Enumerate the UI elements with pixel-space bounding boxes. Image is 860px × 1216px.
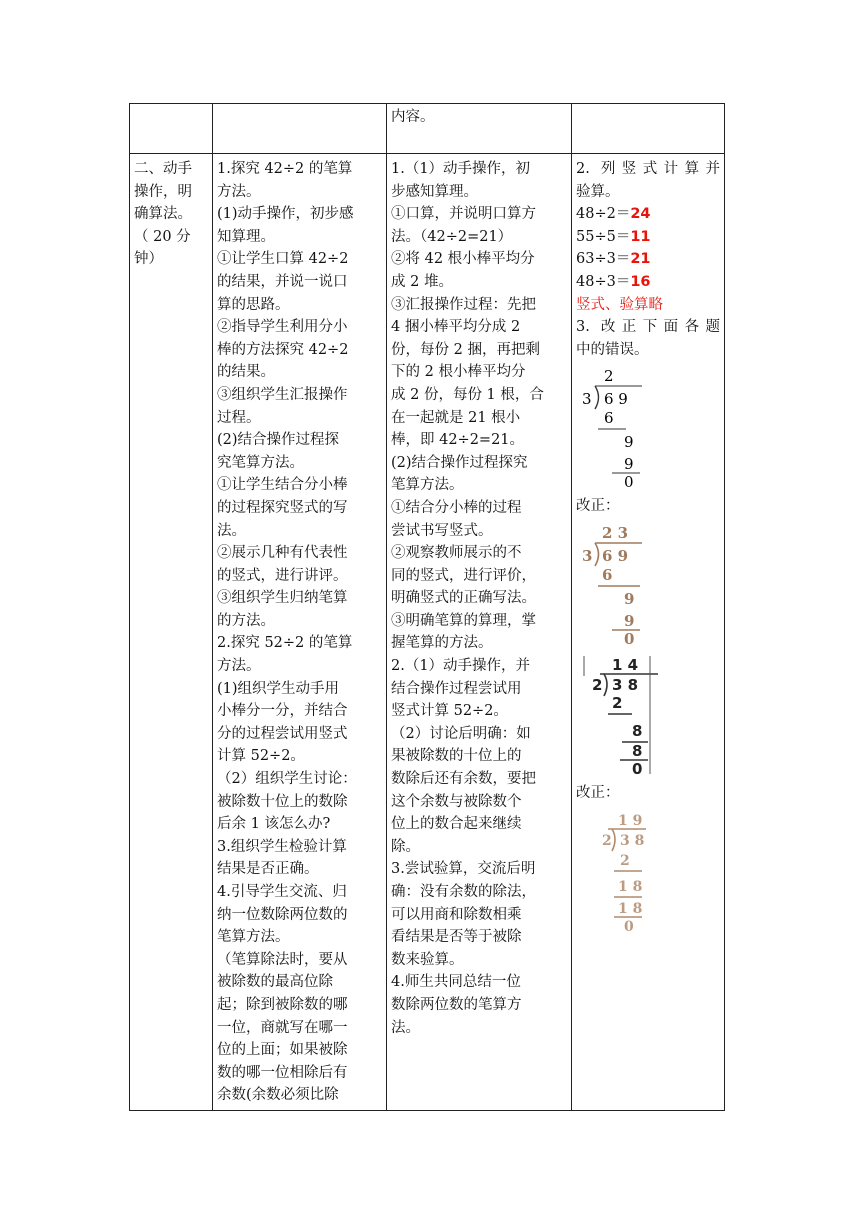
answer: 24 (630, 206, 651, 223)
stage-line: 二、动手 (134, 161, 192, 177)
teacher-activity-line: 知算理。 (217, 228, 275, 245)
student-activity-line: 4.师生共同总结一位 (391, 974, 521, 991)
step-line: 0 (624, 629, 635, 646)
student-activity-line: ③明确笔算的算理，掌 (391, 612, 536, 629)
student-line: 内容。 (391, 109, 435, 125)
step-line: 9 (624, 589, 635, 608)
teacher-activity-line: 方法。 (217, 183, 261, 200)
cell-exercises (572, 154, 725, 1111)
teacher-activity-line: ②指导学生利用分小 (217, 319, 348, 336)
teacher-activity-line: 1.探究 42÷2 的笔算 (217, 161, 353, 177)
answer: 16 (630, 273, 651, 290)
student-activity-line: 成 2 堆。 (391, 273, 453, 290)
student-activity-line: ②将 42 根小棒平均分 (391, 251, 535, 268)
exercise-item-4: 48÷3＝16 (576, 273, 651, 290)
student-activity-line: 确：没有余数的除法， (391, 884, 536, 900)
dividend-digits: 3 8 (620, 832, 645, 849)
question3-line: 3. 改正下面各题 (576, 319, 720, 336)
stage-line: 操作，明 (134, 183, 192, 200)
stage-line: （ 20 分 (134, 228, 191, 245)
student-activity-line: 尝试书写竖式。 (391, 522, 493, 539)
teacher-activity-line: 算的思路。 (217, 296, 290, 313)
quotient-digits: 1 9 (618, 812, 643, 829)
teacher-activity-line: 纳一位数除两位数的 (217, 906, 348, 923)
teacher-activity-line: (1)动手操作，初步感 (217, 206, 354, 223)
exercise-item-3: 63÷3＝21 (576, 251, 651, 268)
student-activity-line: 结合操作过程尝试用 (391, 680, 522, 697)
teacher-activity-line: 的竖式，进行讲评。 (217, 567, 348, 584)
student-activity-line: 同的竖式，进行评价， (391, 567, 536, 584)
answer: 11 (630, 228, 651, 245)
student-activity-line: 数除后还有余数，要把 (391, 771, 536, 788)
student-activity-line: 棒，即 42÷2=21。 (391, 432, 525, 449)
student-activity-line: 下的 2 根小棒平均分 (391, 364, 526, 381)
teacher-activity-line: 过程。 (217, 409, 261, 426)
table-row-top (130, 104, 725, 154)
step-line: 8 (632, 721, 643, 740)
teacher-activity-line: 被除数的最高位除 (217, 974, 333, 991)
teacher-activity-line: 棒的方法探究 42÷2 (217, 341, 349, 358)
exercise-item-1: 48÷2＝24 (576, 206, 651, 223)
student-activity-line: 法。（42÷2=21） (391, 228, 513, 245)
student-activity-line: 1.（1）动手操作，初 (391, 161, 531, 177)
step-line: 9 (624, 455, 634, 474)
student-activity-line: 4 捆小棒平均分成 2 (391, 319, 521, 336)
exercise-note: 竖式、验算略 (576, 296, 663, 313)
student-activity-line: ②观察教师展示的不 (391, 545, 522, 562)
teacher-activity-line: 一位，商就写在哪一 (217, 1019, 348, 1036)
teacher-activity-line: ①让学生结合分小棒 (217, 477, 348, 494)
teacher-activity-line: 小棒分一分，并结合 (217, 703, 348, 720)
teacher-activity-line: 的过程探究竖式的写 (217, 499, 348, 516)
step-line: 1 8 (618, 878, 643, 895)
long-division-fixed-2 (578, 809, 720, 933)
cell-teacher-activities (213, 154, 387, 1111)
step-line: 0 (624, 918, 634, 933)
step-line: 9 (624, 611, 635, 630)
student-activity-line: ①结合分小棒的过程 (391, 499, 522, 516)
divisor-digit: 3 (582, 390, 592, 409)
teacher-activity-line: 方法。 (217, 658, 261, 675)
step-line: 6 (602, 565, 613, 584)
teacher-activity-line: 结果是否正确。 (217, 861, 319, 878)
long-division-fixed-1 (578, 522, 720, 646)
teacher-activity-line: (2)结合操作过程探 (217, 432, 340, 449)
teacher-activity-line: 数的哪一位相除后有 (217, 1064, 348, 1081)
student-activity-line: （2）讨论后明确：如 (391, 725, 531, 742)
divisor-digit: 2 (602, 832, 612, 849)
teacher-activity-line: 2.探究 52÷2 的笔算 (217, 635, 353, 652)
cell-student-top (387, 104, 572, 154)
divisor-digit: 3 (582, 546, 593, 565)
teacher-activity-line: 的方法。 (217, 612, 275, 629)
step-line: 6 (604, 409, 614, 428)
student-activity-line: 握笔算的方法。 (391, 635, 493, 652)
teacher-activity-line: 的结果，并说一说口 (217, 273, 348, 290)
student-activity-line: 在一起就是 21 根小 (391, 409, 521, 426)
student-activity-line: 份，每份 2 捆，再把剩 (391, 341, 540, 358)
quotient-digit: 2 (604, 367, 614, 386)
dividend-digits: 3 8 (612, 675, 639, 694)
correction-label: 改正： (576, 784, 620, 801)
teacher-activity-line: 被除数十位上的数除 (217, 793, 348, 810)
student-activity-line: 除。 (391, 838, 420, 855)
cell-teacher-top (213, 104, 387, 154)
student-activity-line: 这个余数与被除数个 (391, 793, 522, 810)
step-line: 0 (632, 759, 643, 776)
question3-line: 中的错误。 (576, 341, 649, 358)
student-activity-line: 法。 (391, 1019, 420, 1036)
exercise-item-2: 55÷5＝11 (576, 228, 651, 245)
student-activity-line: 步感知算理。 (391, 183, 478, 200)
cell-student-activities (387, 154, 572, 1111)
student-activity-line: 数除两位数的笔算方 (391, 996, 522, 1013)
student-activity-line: 2.（1）动手操作，并 (391, 658, 531, 675)
teacher-activity-line: 究笔算方法。 (217, 454, 304, 471)
step-line: 2 (620, 852, 630, 869)
dividend-digits: 6 9 (604, 390, 628, 409)
teacher-activity-line: 起；除到被除数的哪 (217, 996, 348, 1013)
step-line: 8 (632, 741, 643, 760)
teacher-activity-line: 分的过程尝试用竖式 (217, 725, 348, 742)
teacher-activity-line: 的结果。 (217, 364, 275, 381)
cell-exercise-top (572, 104, 725, 154)
teacher-activity-line: ③组织学生归纳笔算 (217, 590, 348, 607)
long-division-wrong-2 (578, 652, 720, 776)
student-activity-line: 果被除数的十位上的 (391, 748, 522, 765)
teacher-activity-line: 3.组织学生检验计算 (217, 838, 347, 855)
student-activity-line: 3.尝试验算，交流后明 (391, 861, 536, 878)
cell-stage-top (130, 104, 213, 154)
step-line: 1 8 (618, 900, 643, 917)
table-row-main (130, 154, 725, 1111)
step-line: 9 (624, 433, 634, 452)
student-activity-line: 明确竖式的正确写法。 (391, 590, 536, 607)
long-division-wrong-1 (578, 365, 720, 489)
cell-stage (130, 154, 213, 1111)
stage-line: 钟） (134, 251, 163, 268)
teacher-activity-line: （笔算除法时，要从 (217, 951, 348, 968)
lesson-plan-table (129, 103, 725, 1111)
teacher-activity-line: （2）组织学生讨论： (217, 771, 357, 788)
teacher-activity-line: 余数(余数必须比除 (217, 1087, 339, 1104)
student-activity-line: ①口算，并说明口算方 (391, 206, 536, 223)
student-activity-line: 看结果是否等于被除 (391, 929, 522, 946)
student-activity-line: 竖式计算 52÷2。 (391, 703, 508, 720)
exercise-title-line: 2. 列竖式计算并 (576, 161, 720, 177)
teacher-activity-line: 后余 1 该怎么办? (217, 816, 331, 833)
divisor-digit: 2 (592, 675, 603, 694)
exercise-title-line: 验算。 (576, 183, 620, 200)
teacher-activity-line: ①让学生口算 42÷2 (217, 251, 349, 268)
student-activity-line: 笔算方法。 (391, 477, 464, 494)
quotient-digits: 1 4 (612, 655, 639, 674)
teacher-activity-line: ②展示几种有代表性 (217, 545, 348, 562)
step-line: 0 (624, 473, 634, 490)
student-activity-line: 可以用商和除数相乘 (391, 906, 522, 923)
student-activity-line: (2)结合操作过程探究 (391, 454, 528, 471)
quotient-digits: 2 3 (602, 523, 629, 542)
student-activity-line: ③汇报操作过程：先把 (391, 296, 536, 313)
student-activity-line: 数来验算。 (391, 951, 464, 968)
teacher-activity-line: 位的上面；如果被除 (217, 1042, 348, 1059)
stage-line: 确算法。 (134, 206, 192, 223)
dividend-digits: 6 9 (602, 546, 629, 565)
teacher-activity-line: 4.引导学生交流、归 (217, 884, 347, 900)
teacher-activity-line: (1)组织学生动手用 (217, 680, 340, 697)
teacher-activity-line: 计算 52÷2。 (217, 748, 305, 765)
teacher-activity-line: 法。 (217, 522, 246, 539)
teacher-activity-line: ③组织学生汇报操作 (217, 386, 348, 403)
answer: 21 (630, 251, 651, 268)
student-activity-line: 位上的数合起来继续 (391, 816, 522, 833)
student-activity-line: 成 2 份，每份 1 根，合 (391, 386, 544, 403)
teacher-activity-line: 笔算方法。 (217, 929, 290, 946)
correction-label: 改正： (576, 498, 620, 515)
step-line: 2 (612, 693, 623, 712)
